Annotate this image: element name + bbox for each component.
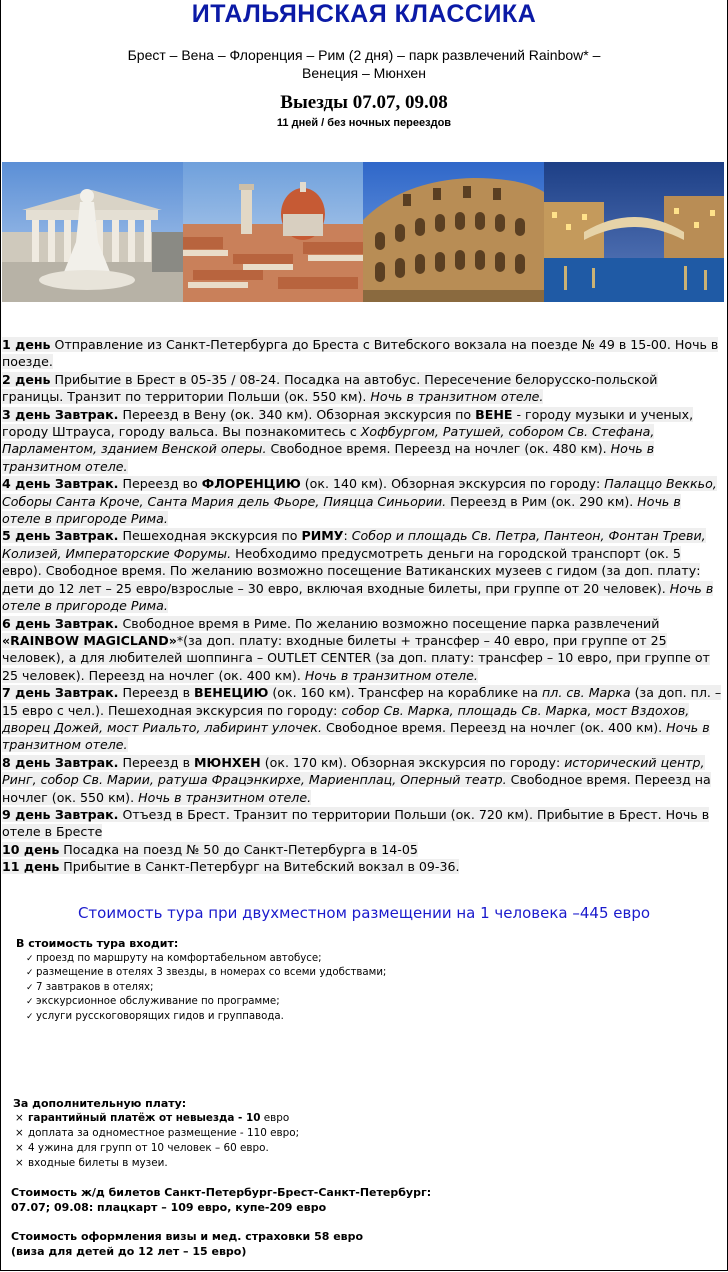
day-text: *(за доп. плату: входные билеты + трансфер – 40 евро, при группе от 25 человек), а для любителей шоппинга – OUTLET CENTER (за доп. плату: трансфер – 10 евро, при группе от 25 человек). Переезд на ночлег (ок. 400 км). (2, 632, 710, 683)
itinerary-day (2, 527, 722, 614)
day-night: Ночь в транзитном отеле. (2, 719, 710, 753)
day-text: Пешеходная экскурсия по (118, 528, 302, 544)
day-sights: Палаццо Веккьо, Соборы Санта Кроче, Санта Мария дель Фьоре, Пияцца Синьории. (2, 476, 717, 509)
day-text: Прибытие в Брест в 05-35 / 08-24. Посадка на автобус. Пересечение белорусско-польской границы. Транзит по территории Польши (ок. 550 км). (2, 371, 658, 405)
included-item: ✓ размещение в отелях 3 звезды, в номерах со всеми удобствами; (26, 966, 386, 981)
day-text: - городу музыки и ученых, городу Штрауса, городу вальса. Вы познакомитесь с (2, 406, 694, 440)
included-item: ✓ услуги русскоговорящих гидов и группавода. (26, 1010, 386, 1025)
florence-duomo-photo (183, 162, 364, 302)
day-text: Свободное время. Переезд на ночлег (ок. 400 км). (321, 719, 667, 735)
venice-canal-photo (544, 162, 725, 302)
included-section (16, 937, 386, 1024)
day-text: : (343, 528, 352, 544)
day-text: (ок. 160 км). Трансфер на кораблике на (268, 685, 543, 701)
day-text: Прибытие в Санкт-Петербург на Витебский вокзал в 09-36. (59, 859, 460, 875)
photo-strip (2, 162, 724, 302)
day-text: Свободное время. Переезд на ночлег (ок. 480 км). (266, 441, 611, 457)
page-title: ИТАЛЬЯНСКАЯ КЛАССИКА (191, 0, 537, 28)
route-line: Брест – Вена – Флоренция – Рим (2 дня) – парк развлечений Rainbow* – (127, 47, 601, 63)
included-item: ✓ экскурсионное обслуживание по программе; (26, 995, 386, 1010)
itinerary-day (2, 615, 722, 685)
extra-item-rest: евро (260, 1112, 290, 1124)
day-night: Ночь в отеле в пригороде Рима. (2, 580, 714, 614)
day-label: 8 день Завтрак. (2, 754, 119, 770)
tour-duration: 11 дней / без ночных переездов (276, 117, 452, 129)
day-night: Ночь в транзитном отеле. (138, 789, 312, 805)
day-sights: Хофбургом, Ратушей, собором Св. Стефана, Парламентом, зданием Венской оперы. (2, 424, 655, 457)
tour-route (60, 46, 668, 82)
rome-colosseum-photo (363, 162, 544, 302)
rail-line: 07.07; 09.08: плацкарт – 109 евро, купе-209 евро (11, 1201, 327, 1214)
day-text: (за доп. пл. – 15 евро с чел.). Пешеходная экскурсия по городу: (2, 685, 722, 718)
day-city: РИМУ (301, 528, 344, 544)
departure-dates: Выезды 07.07, 09.08 (280, 92, 448, 113)
rail-ticket-cost (11, 1185, 431, 1215)
day-text: (ок. 140 км). Обзорная экскурсия по городу: (300, 476, 605, 492)
day-label: 10 день (2, 841, 60, 857)
day-label: 7 день Завтрак. (2, 685, 119, 701)
day-label: 5 день Завтрак. (2, 528, 119, 544)
visa-line: (виза для детей до 12 лет – 15 евро) (11, 1245, 247, 1258)
rail-line: Стоимость ж/д билетов Санкт-Петербург-Брест-Санкт-Петербург: (11, 1186, 432, 1199)
included-heading: В стоимость тура входит: (16, 937, 179, 950)
itinerary-day (2, 858, 722, 875)
day-text: Отправление из Санкт-Петербурга до Бреста с Витебского вокзала на поезде № 49 в 15-00. Ночь в поезде. (2, 337, 719, 370)
itinerary-day (2, 806, 722, 841)
park-name: «RAINBOW MAGICLAND» (2, 632, 177, 648)
day-city: ФЛОРЕНЦИЮ (201, 476, 301, 492)
day-city: ВЕНЕ (475, 406, 513, 422)
included-list (16, 952, 386, 1025)
day-sights: Собор и площадь Св. Петра, Пантеон, Фонтан Треви, Колизей, Императорские Форумы. (2, 528, 706, 561)
day-text: (ок. 170 км). Обзорная экскурсия по городу: (260, 754, 565, 770)
itinerary-day (2, 841, 722, 858)
day-night: Ночь в отеле в пригороде Рима. (2, 493, 681, 527)
day-night: Ночь в транзитном отеле. (304, 667, 478, 683)
day-text: Посадка на поезд № 50 до Санкт-Петербурга в 14-05 (59, 841, 418, 857)
day-label: 4 день Завтрак. (2, 476, 119, 492)
itinerary (2, 336, 722, 876)
itinerary-day (2, 371, 722, 406)
day-night: Ночь в транзитном отеле. (370, 389, 544, 405)
itinerary-day (2, 406, 722, 476)
day-square: пл. св. Марка (542, 685, 631, 701)
tour-price: Стоимость тура при двухместном размещении на 1 человека –445 евро (77, 904, 651, 922)
extra-heading: За дополнительную плату: (13, 1097, 187, 1110)
day-text: Свободное время в Риме. По желанию возможно посещение парка развлечений (118, 615, 660, 631)
extra-list (12, 1111, 299, 1171)
extra-item: × доплата за одноместное размещение - 110 евро; (12, 1126, 299, 1141)
day-text: Переезд в Рим (ок. 290 км). (446, 493, 638, 509)
day-label: 6 день Завтрак. (2, 615, 119, 631)
itinerary-day (2, 684, 722, 754)
day-text: Свободное время. Переезд на ночлег (ок. 550 км). (2, 772, 711, 805)
day-sights: собор Св. Марка, площадь Св. Марка, мост Вздохов, дворец Дожей, мост Риальто, лабиринт улочек. (2, 702, 690, 735)
day-city: ВЕНЕЦИЮ (194, 685, 269, 701)
vienna-parliament-photo (2, 162, 183, 302)
extra-item-bold: гарантийный платёж от невыезда - 10 (28, 1112, 261, 1124)
day-label: 11 день (2, 859, 60, 875)
day-text: Переезд в (118, 685, 195, 701)
day-label: 9 день Завтрак. (2, 806, 119, 822)
day-text: Необходимо предусмотреть деньги на городской транспорт (ок. 5 евро). Свободное время. По желанию возможно посещение Ватиканских музеев с гидом (за доп. плату: дети до 12 лет – 25 евро/взрослые – 30 евро, включая входные билеты, при группе от 20 человек). (2, 545, 701, 596)
day-label: 2 день (2, 371, 51, 387)
day-city: МЮНХЕН (194, 754, 261, 770)
route-line: Венеция – Мюнхен (302, 65, 426, 81)
extra-cost-section (12, 1096, 299, 1171)
extra-item (12, 1111, 299, 1126)
day-text: Переезд в Вену (ок. 340 км). Обзорная экскурсия по (118, 406, 476, 422)
day-label: 3 день Завтрак. (2, 406, 119, 422)
itinerary-day (2, 475, 722, 527)
day-text: Переезд во (118, 476, 202, 492)
extra-item: × входные билеты в музеи. (12, 1156, 299, 1171)
included-item: ✓ проезд по маршруту на комфортабельном автобусе; (26, 952, 386, 967)
day-night: Ночь в транзитном отеле. (2, 441, 655, 474)
visa-cost (11, 1229, 363, 1259)
day-text: Переезд в (118, 754, 195, 770)
extra-item: × 4 ужина для групп от 10 человек – 60 евро. (12, 1141, 299, 1156)
day-sights: исторический центр, Ринг, собор Св. Марии, ратуша Фрацэнкирхе, Мариенплац, Оперный театр. (2, 754, 705, 788)
day-label: 1 день (2, 337, 51, 352)
itinerary-day (2, 336, 722, 371)
included-item: ✓ 7 завтраков в отелях; (26, 981, 386, 996)
visa-line: Стоимость оформления визы и мед. страховки 58 евро (11, 1230, 364, 1243)
itinerary-day (2, 754, 722, 806)
day-text: Отъезд в Брест. Транзит по территории Польши (ок. 720 км). Прибытие в Брест. Ночь в отеле в Бресте (2, 806, 710, 840)
